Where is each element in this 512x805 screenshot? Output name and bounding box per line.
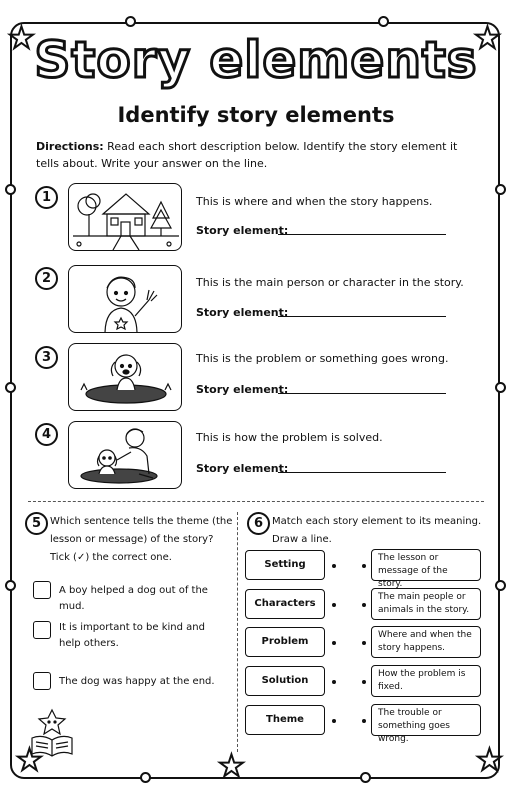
element-box-problem[interactable]: Problem [245, 627, 325, 657]
question-number: 6 [247, 512, 270, 535]
star-icon: ★ [8, 21, 35, 56]
element-box-solution[interactable]: Solution [245, 666, 325, 696]
match-dot[interactable] [332, 641, 336, 645]
answer-label: Story element: [196, 383, 289, 396]
directions-label: Directions: [36, 140, 104, 153]
match-dot[interactable] [362, 603, 366, 607]
match-dot[interactable] [362, 680, 366, 684]
item-number: 2 [35, 267, 58, 290]
meaning-box[interactable]: How the problem is fixed. [371, 665, 481, 697]
item-description: This is the problem or something goes wrong. [196, 352, 449, 365]
meaning-box[interactable]: The main people or animals in the story. [371, 588, 481, 620]
item-description: This is the main person or character in the story. [196, 276, 464, 289]
answer-label: Story element: [196, 306, 289, 319]
answer-line[interactable] [278, 393, 446, 394]
dot-ornament [360, 772, 371, 783]
meaning-box[interactable]: The lesson or message of the story. [371, 549, 481, 581]
item-number: 1 [35, 186, 58, 209]
star-icon: ★ [16, 743, 43, 778]
star-icon: ★ [474, 21, 501, 56]
element-box-characters[interactable]: Characters [245, 589, 325, 619]
meaning-box[interactable]: The trouble or something goes wrong. [371, 704, 481, 736]
dot-ornament [495, 184, 506, 195]
question6-line2: Draw a line. [272, 534, 332, 545]
item-description: This is where and when the story happens. [196, 195, 433, 208]
dot-ornament [495, 382, 506, 393]
match-dot[interactable] [332, 564, 336, 568]
question5-line1: Which sentence tells the theme (the [50, 516, 233, 527]
dot-ornament [5, 184, 16, 195]
question-number: 5 [25, 512, 48, 535]
directions [36, 138, 476, 172]
answer-line[interactable] [278, 316, 446, 317]
item-number: 4 [35, 423, 58, 446]
puppy-in-mud-illustration [68, 343, 182, 411]
answer-line[interactable] [278, 472, 446, 473]
dot-ornament [378, 16, 389, 27]
option-checkbox[interactable] [33, 672, 51, 690]
match-dot[interactable] [362, 564, 366, 568]
boy-waving-illustration [68, 265, 182, 333]
directions-text: Read each short description below. Identify the story element it tells about. Write your answer on the line. [36, 140, 458, 170]
answer-label: Story element: [196, 462, 289, 475]
option-checkbox[interactable] [33, 621, 51, 639]
page-subtitle: Identify story elements [117, 103, 395, 127]
item-description: This is how the problem is solved. [196, 431, 383, 444]
star-icon: ★ [218, 749, 245, 784]
star-icon: ★ [476, 743, 503, 778]
match-dot[interactable] [332, 680, 336, 684]
dot-ornament [495, 580, 506, 591]
answer-label: Story element: [196, 224, 289, 237]
answer-line[interactable] [278, 234, 446, 235]
element-box-setting[interactable]: Setting [245, 550, 325, 580]
dot-ornament [5, 382, 16, 393]
star-book-illustration [28, 708, 80, 762]
match-dot[interactable] [332, 719, 336, 723]
question5-line2: lesson or message) of the story? [50, 534, 214, 545]
house-scene-illustration [68, 183, 182, 251]
dot-ornament [5, 580, 16, 591]
option-text: The dog was happy at the end. [59, 676, 215, 687]
item-number: 3 [35, 346, 58, 369]
match-dot[interactable] [362, 719, 366, 723]
question6-line1: Match each story element to its meaning. [272, 516, 482, 527]
match-dot[interactable] [362, 641, 366, 645]
page-title: Story elements [34, 31, 478, 89]
option-text: A boy helped a dog out of the mud. [59, 585, 208, 612]
meaning-box[interactable]: Where and when the story happens. [371, 626, 481, 658]
column-divider [237, 512, 238, 752]
option-text: It is important to be kind and help others. [59, 622, 205, 649]
match-dot[interactable] [332, 603, 336, 607]
dot-ornament [140, 772, 151, 783]
question5-line3: Tick (✓) the correct one. [50, 552, 172, 563]
option-checkbox[interactable] [33, 581, 51, 599]
boy-helping-puppy-illustration [68, 421, 182, 489]
section-divider [28, 501, 484, 502]
dot-ornament [125, 16, 136, 27]
element-box-theme[interactable]: Theme [245, 705, 325, 735]
